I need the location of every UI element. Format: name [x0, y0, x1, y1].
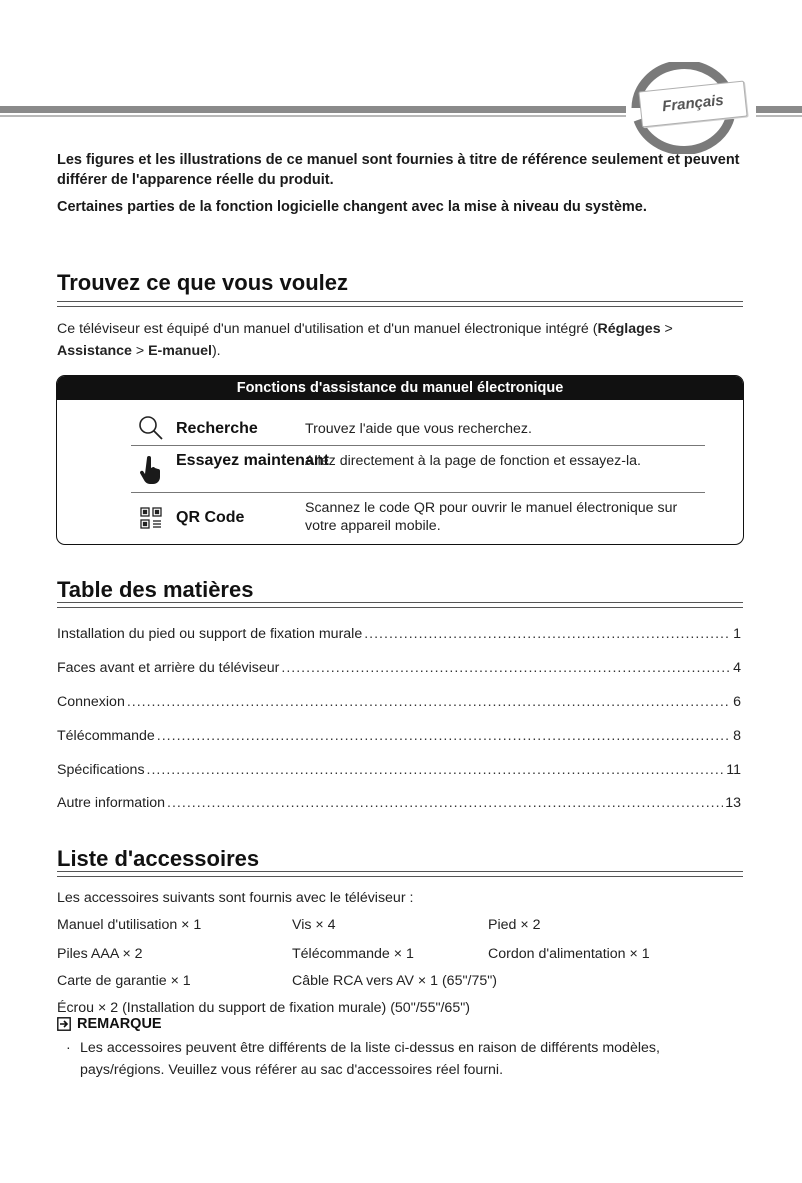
menu-path-emanual: E-manuel [148, 343, 212, 359]
toc-label: Autre information [57, 795, 166, 811]
menu-path-assistance: Assistance [57, 343, 132, 359]
menu-path-settings: Réglages [597, 321, 661, 337]
box-title: Fonctions d'assistance du manuel électronique [57, 376, 743, 400]
toc-page: 1 [733, 626, 741, 642]
accessories-intro: Les accessoires suivants sont fournis avec le téléviseur : [57, 890, 414, 906]
accessory-item: Câble RCA vers AV × 1 (65"/75") [292, 973, 497, 989]
toc-page: 8 [733, 728, 741, 744]
accessory-item: Carte de garantie × 1 [57, 973, 191, 989]
note-text: Les accessoires peuvent être différents de la liste ci-dessus en raison de différents modèles, pays/régions. Veuillez vous référer au sac d'accessoires réel fourni. [80, 1040, 660, 1078]
hand-pointer-icon [131, 453, 171, 487]
accessory-item: Télécommande × 1 [292, 946, 414, 962]
note-body [66, 1037, 746, 1081]
section-title-toc: Table des matières [57, 577, 254, 602]
section-rule [57, 301, 743, 307]
toc-label: Spécifications [57, 762, 145, 778]
note-bullet: · [66, 1040, 71, 1056]
assist-row-qr [131, 497, 705, 539]
toc-leader [167, 795, 723, 811]
assistance-functions-box [56, 375, 744, 545]
toc-entry[interactable] [57, 795, 741, 815]
section-rule [57, 602, 743, 608]
section-title-accessories: Liste d'accessoires [57, 846, 260, 871]
toc-entry[interactable] [57, 762, 741, 782]
toc-leader [147, 762, 725, 778]
row-separator [131, 445, 705, 446]
accessory-item: Écrou × 2 (Installation du support de fixation murale) (50"/55"/65") [57, 1000, 470, 1016]
toc-label: Connexion [57, 694, 125, 710]
toc-leader [157, 728, 731, 744]
toc-entry[interactable] [57, 660, 741, 680]
toc-entry[interactable] [57, 728, 741, 748]
find-paragraph: Ce téléviseur est équipé d'un manuel d'utilisation et d'un manuel électronique intégré (Réglages > Assistance > E-manuel). [57, 321, 673, 359]
header-bar-left [0, 106, 626, 113]
intro-disclaimer: Les figures et les illustrations de ce manuel sont fournies à titre de référence seulement et peuvent différer de l'apparence réelle du produit. [57, 152, 740, 188]
header-bar-right [756, 106, 802, 113]
search-icon [131, 414, 171, 442]
toc-label: Télécommande [57, 728, 155, 744]
header-bar-left-thin [0, 115, 626, 117]
toc-label: Faces avant et arrière du téléviseur [57, 660, 280, 676]
row-name: QR Code [176, 509, 245, 526]
row-desc: Scannez le code QR pour ouvrir le manuel électronique sur votre appareil mobile. [305, 500, 678, 534]
header-bar-right-thin [756, 115, 802, 117]
toc-page: 11 [726, 762, 741, 778]
accessory-item: Manuel d'utilisation × 1 [57, 917, 202, 933]
toc-leader [364, 626, 731, 642]
note-heading [57, 1016, 162, 1032]
row-desc: Allez directement à la page de fonction et essayez-la. [305, 453, 641, 469]
row-name: Recherche [176, 420, 258, 437]
toc-entry[interactable] [57, 626, 741, 646]
assist-row-search [131, 414, 705, 446]
row-separator [131, 492, 705, 493]
qr-code-icon [131, 503, 171, 533]
note-title-text: REMARQUE [77, 1016, 162, 1032]
section-title-find: Trouvez ce que vous voulez [57, 270, 348, 295]
toc-leader [127, 694, 731, 710]
toc-page: 4 [733, 660, 741, 676]
accessory-item: Cordon d'alimentation × 1 [488, 946, 650, 962]
accessory-item: Piles AAA × 2 [57, 946, 143, 962]
row-desc: Trouvez l'aide que vous recherchez. [305, 421, 532, 437]
intro-software-note: Certaines parties de la fonction logicielle changent avec la mise à niveau du système. [57, 199, 647, 215]
toc-label: Installation du pied ou support de fixation murale [57, 626, 363, 642]
language-label: Français [638, 81, 747, 128]
toc-page: 13 [725, 795, 741, 811]
note-arrow-icon [57, 1017, 71, 1031]
toc-page: 6 [733, 694, 741, 710]
toc-leader [281, 660, 731, 676]
row-name: Essayez maintenant [176, 452, 329, 469]
assist-row-try-now [131, 447, 705, 493]
accessory-item: Vis × 4 [292, 917, 336, 933]
toc-entry[interactable] [57, 694, 741, 714]
accessory-item: Pied × 2 [488, 917, 541, 933]
section-rule [57, 871, 743, 877]
